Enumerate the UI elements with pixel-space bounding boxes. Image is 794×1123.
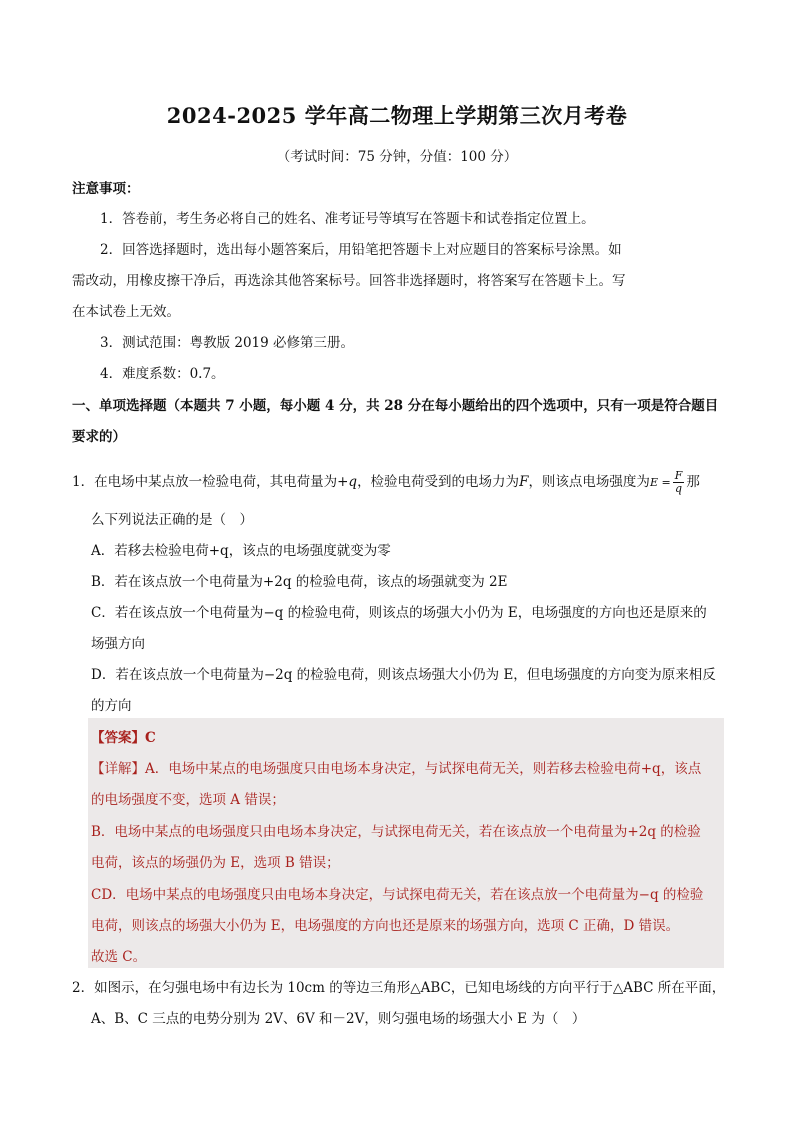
q1-stem-c: ，则该点电场强度为 xyxy=(528,474,650,490)
q1-option-d-line-2: 的方向 xyxy=(91,698,132,714)
note-item-2-line-1: 2．回答选择题时，选出每小题答案后，用铅笔把答题卡上对应题目的答案标号涂黑。如 xyxy=(100,242,622,258)
q1-formula-fraction xyxy=(673,470,685,495)
q1-option-b: B．若在该点放一个电荷量为+2q 的检验电荷，该点的场强就变为 2E xyxy=(91,574,508,590)
note-item-2-line-2: 需改动，用橡皮擦干净后，再选涂其他答案标号。回答非选择题时，将答案写在答题卡上。写 xyxy=(72,273,626,289)
q1-explanation-cd-line-1: CD．电场中某点的电场强度只由电场本身决定，与试探电荷无关，若在该点放一个电荷量为−q 的检验 xyxy=(91,887,704,903)
exam-subtitle: （考试时间：75 分钟，分值：100 分） xyxy=(276,149,518,165)
note-item-3: 3．测试范围：粤教版 2019 必修第三册。 xyxy=(100,335,355,351)
note-item-1: 1．答卷前，考生务必将自己的姓名、准考证号等填写在答题卡和试卷指定位置上。 xyxy=(100,211,595,227)
q1-stem-b: ，检验电荷受到的电场力为 xyxy=(357,474,520,490)
q1-explanation-cd-line-2: 电荷，则该点的场强大小仍为 E，电场强度的方向也还是原来的场强方向，选项 C 正确，D 错误。 xyxy=(91,918,680,934)
note-item-4: 4．难度系数：0.7。 xyxy=(100,366,225,382)
exam-title: 2024-2025 学年高二物理上学期第三次月考卷 xyxy=(166,103,628,128)
q1-f-symbol: F xyxy=(519,474,529,490)
section-heading-line-2: 要求的） xyxy=(72,429,126,445)
q1-option-a: A．若移去检验电荷+q，该点的电场强度就变为零 xyxy=(91,543,391,559)
q1-formula-denominator: q xyxy=(674,482,683,495)
question-1-stem-line-2: 么下列说法正确的是（ ） xyxy=(91,512,253,528)
q1-stem-d: 那 xyxy=(686,474,700,490)
question-2-line-1: 2．如图示，在匀强电场中有边长为 10cm 的等边三角形△ABC，已知电场线的方向平行于△ABC 所在平面， xyxy=(72,980,726,996)
question-1-stem-line-1 xyxy=(72,470,700,495)
q1-stem-a: 1．在电场中某点放一检验电荷，其电荷量为+ xyxy=(72,474,349,490)
section-heading-line-1: 一、单项选择题（本题共 7 小题，每小题 4 分，共 28 分在每小题给出的四个选项中，只有一项是符合题目 xyxy=(72,398,719,414)
q1-option-d-line-1: D．若在该点放一个电荷量为−2q 的检验电荷，则该点场强大小仍为 E，但电场强度的方向变为原来相反 xyxy=(91,667,716,683)
q1-explanation-b-line-2: 电荷，该点的场强仍为 E，选项 B 错误； xyxy=(91,855,340,871)
q1-explanation-a-line-1: 【详解】A．电场中某点的电场强度只由电场本身决定，与试探电荷无关，则若移去检验电荷+q，该点 xyxy=(91,761,702,777)
q1-explanation-a-line-2: 的电场强度不变，选项 A 错误； xyxy=(91,792,285,808)
notes-heading: 注意事项： xyxy=(72,181,140,197)
q1-conclusion: 故选 C。 xyxy=(91,949,147,965)
q1-option-c-line-2: 场强方向 xyxy=(91,636,145,652)
question-2-line-2: A、B、C 三点的电势分别为 2V、6V 和－2V，则匀强电场的场强大小 E 为（ ） xyxy=(91,1011,586,1027)
q1-formula-numerator: F xyxy=(674,469,683,482)
q1-q-symbol: q xyxy=(348,474,358,490)
q1-option-c-line-1: C．若在该点放一个电荷量为−q 的检验电荷，则该点的场强大小仍为 E，电场强度的方向也还是原来的 xyxy=(91,605,707,621)
q1-answer: 【答案】C xyxy=(91,730,156,746)
q1-explanation-b-line-1: B．电场中某点的电场强度只由电场本身决定，与试探电荷无关，若在该点放一个电荷量为+2q 的检验 xyxy=(91,824,701,840)
q1-formula-lhs: E = xyxy=(649,476,671,489)
note-item-2-line-3: 在本试卷上无效。 xyxy=(72,304,180,320)
